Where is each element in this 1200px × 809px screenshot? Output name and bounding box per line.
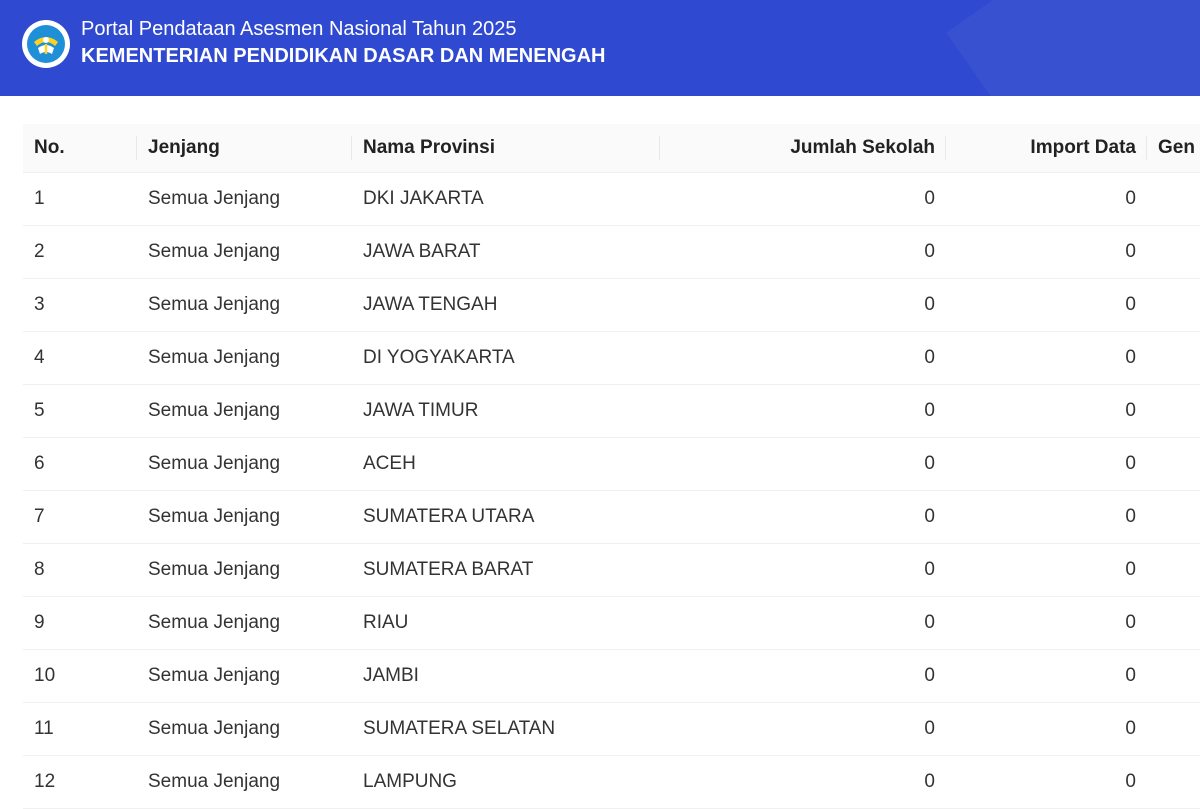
cell-gen: [1147, 491, 1200, 544]
cell-provinsi: JAWA TIMUR: [352, 385, 660, 438]
cell-jenjang: Semua Jenjang: [137, 279, 352, 332]
cell-jumlah-sekolah: 0: [660, 279, 946, 332]
column-header-import-data[interactable]: Import Data: [946, 124, 1147, 173]
cell-jenjang: Semua Jenjang: [137, 703, 352, 756]
cell-jenjang: Semua Jenjang: [137, 438, 352, 491]
column-header-jenjang[interactable]: Jenjang: [137, 124, 352, 173]
cell-jenjang: Semua Jenjang: [137, 650, 352, 703]
cell-no: 9: [23, 597, 137, 650]
table-row[interactable]: [23, 544, 1200, 597]
cell-import-data: 0: [946, 173, 1147, 226]
cell-jenjang: Semua Jenjang: [137, 173, 352, 226]
cell-jenjang: Semua Jenjang: [137, 332, 352, 385]
cell-jumlah-sekolah: 0: [660, 226, 946, 279]
cell-provinsi: ACEH: [352, 438, 660, 491]
cell-provinsi: LAMPUNG: [352, 756, 660, 809]
cell-jenjang: Semua Jenjang: [137, 385, 352, 438]
cell-provinsi: RIAU: [352, 597, 660, 650]
province-table: [23, 124, 1200, 809]
cell-provinsi: DKI JAKARTA: [352, 173, 660, 226]
cell-jenjang: Semua Jenjang: [137, 597, 352, 650]
cell-jumlah-sekolah: 0: [660, 173, 946, 226]
column-header-gen[interactable]: Gen: [1147, 124, 1200, 173]
cell-gen: [1147, 756, 1200, 809]
cell-import-data: 0: [946, 544, 1147, 597]
table-row[interactable]: [23, 703, 1200, 756]
cell-import-data: 0: [946, 491, 1147, 544]
cell-import-data: 0: [946, 650, 1147, 703]
cell-import-data: 0: [946, 597, 1147, 650]
cell-import-data: 0: [946, 332, 1147, 385]
cell-no: 3: [23, 279, 137, 332]
table-row[interactable]: [23, 756, 1200, 809]
table-header-row: [23, 124, 1200, 173]
cell-no: 4: [23, 332, 137, 385]
cell-provinsi: JAWA TENGAH: [352, 279, 660, 332]
cell-no: 5: [23, 385, 137, 438]
cell-jenjang: Semua Jenjang: [137, 226, 352, 279]
cell-import-data: 0: [946, 226, 1147, 279]
top-header: [0, 0, 1200, 96]
cell-jumlah-sekolah: 0: [660, 756, 946, 809]
table-row[interactable]: [23, 279, 1200, 332]
column-header-nama-provinsi[interactable]: Nama Provinsi: [352, 124, 660, 173]
ministry-name: KEMENTERIAN PENDIDIKAN DASAR DAN MENENGAH: [81, 45, 606, 67]
cell-import-data: 0: [946, 438, 1147, 491]
header-decoration: [946, 0, 1200, 96]
cell-jumlah-sekolah: 0: [660, 544, 946, 597]
cell-gen: [1147, 173, 1200, 226]
cell-provinsi: DI YOGYAKARTA: [352, 332, 660, 385]
cell-jumlah-sekolah: 0: [660, 332, 946, 385]
cell-jumlah-sekolah: 0: [660, 597, 946, 650]
table-row[interactable]: [23, 491, 1200, 544]
cell-jenjang: Semua Jenjang: [137, 491, 352, 544]
cell-no: 7: [23, 491, 137, 544]
cell-gen: [1147, 650, 1200, 703]
cell-provinsi: JAWA BARAT: [352, 226, 660, 279]
table-row[interactable]: [23, 650, 1200, 703]
cell-no: 8: [23, 544, 137, 597]
cell-provinsi: SUMATERA BARAT: [352, 544, 660, 597]
cell-gen: [1147, 703, 1200, 756]
cell-jumlah-sekolah: 0: [660, 703, 946, 756]
cell-jenjang: Semua Jenjang: [137, 544, 352, 597]
cell-import-data: 0: [946, 385, 1147, 438]
table-row[interactable]: [23, 173, 1200, 226]
cell-gen: [1147, 597, 1200, 650]
table-row[interactable]: [23, 226, 1200, 279]
table-row[interactable]: [23, 438, 1200, 491]
cell-gen: [1147, 226, 1200, 279]
cell-no: 10: [23, 650, 137, 703]
cell-no: 12: [23, 756, 137, 809]
cell-import-data: 0: [946, 279, 1147, 332]
cell-gen: [1147, 385, 1200, 438]
cell-provinsi: SUMATERA SELATAN: [352, 703, 660, 756]
cell-jumlah-sekolah: 0: [660, 650, 946, 703]
cell-no: 1: [23, 173, 137, 226]
cell-gen: [1147, 332, 1200, 385]
table-row[interactable]: [23, 597, 1200, 650]
cell-import-data: 0: [946, 756, 1147, 809]
cell-provinsi: SUMATERA UTARA: [352, 491, 660, 544]
province-table-container: [23, 124, 1200, 809]
cell-no: 6: [23, 438, 137, 491]
cell-no: 11: [23, 703, 137, 756]
column-header-no[interactable]: No.: [23, 124, 137, 173]
cell-gen: [1147, 279, 1200, 332]
cell-gen: [1147, 544, 1200, 597]
cell-no: 2: [23, 226, 137, 279]
cell-jumlah-sekolah: 0: [660, 491, 946, 544]
cell-provinsi: JAMBI: [352, 650, 660, 703]
cell-gen: [1147, 438, 1200, 491]
cell-jenjang: Semua Jenjang: [137, 756, 352, 809]
cell-import-data: 0: [946, 703, 1147, 756]
cell-jumlah-sekolah: 0: [660, 385, 946, 438]
tut-wuri-handayani-logo-icon: [22, 20, 70, 68]
portal-title: Portal Pendataan Asesmen Nasional Tahun 2025: [81, 18, 517, 40]
column-header-jumlah-sekolah[interactable]: Jumlah Sekolah: [660, 124, 946, 173]
table-row[interactable]: [23, 332, 1200, 385]
cell-jumlah-sekolah: 0: [660, 438, 946, 491]
table-row[interactable]: [23, 385, 1200, 438]
